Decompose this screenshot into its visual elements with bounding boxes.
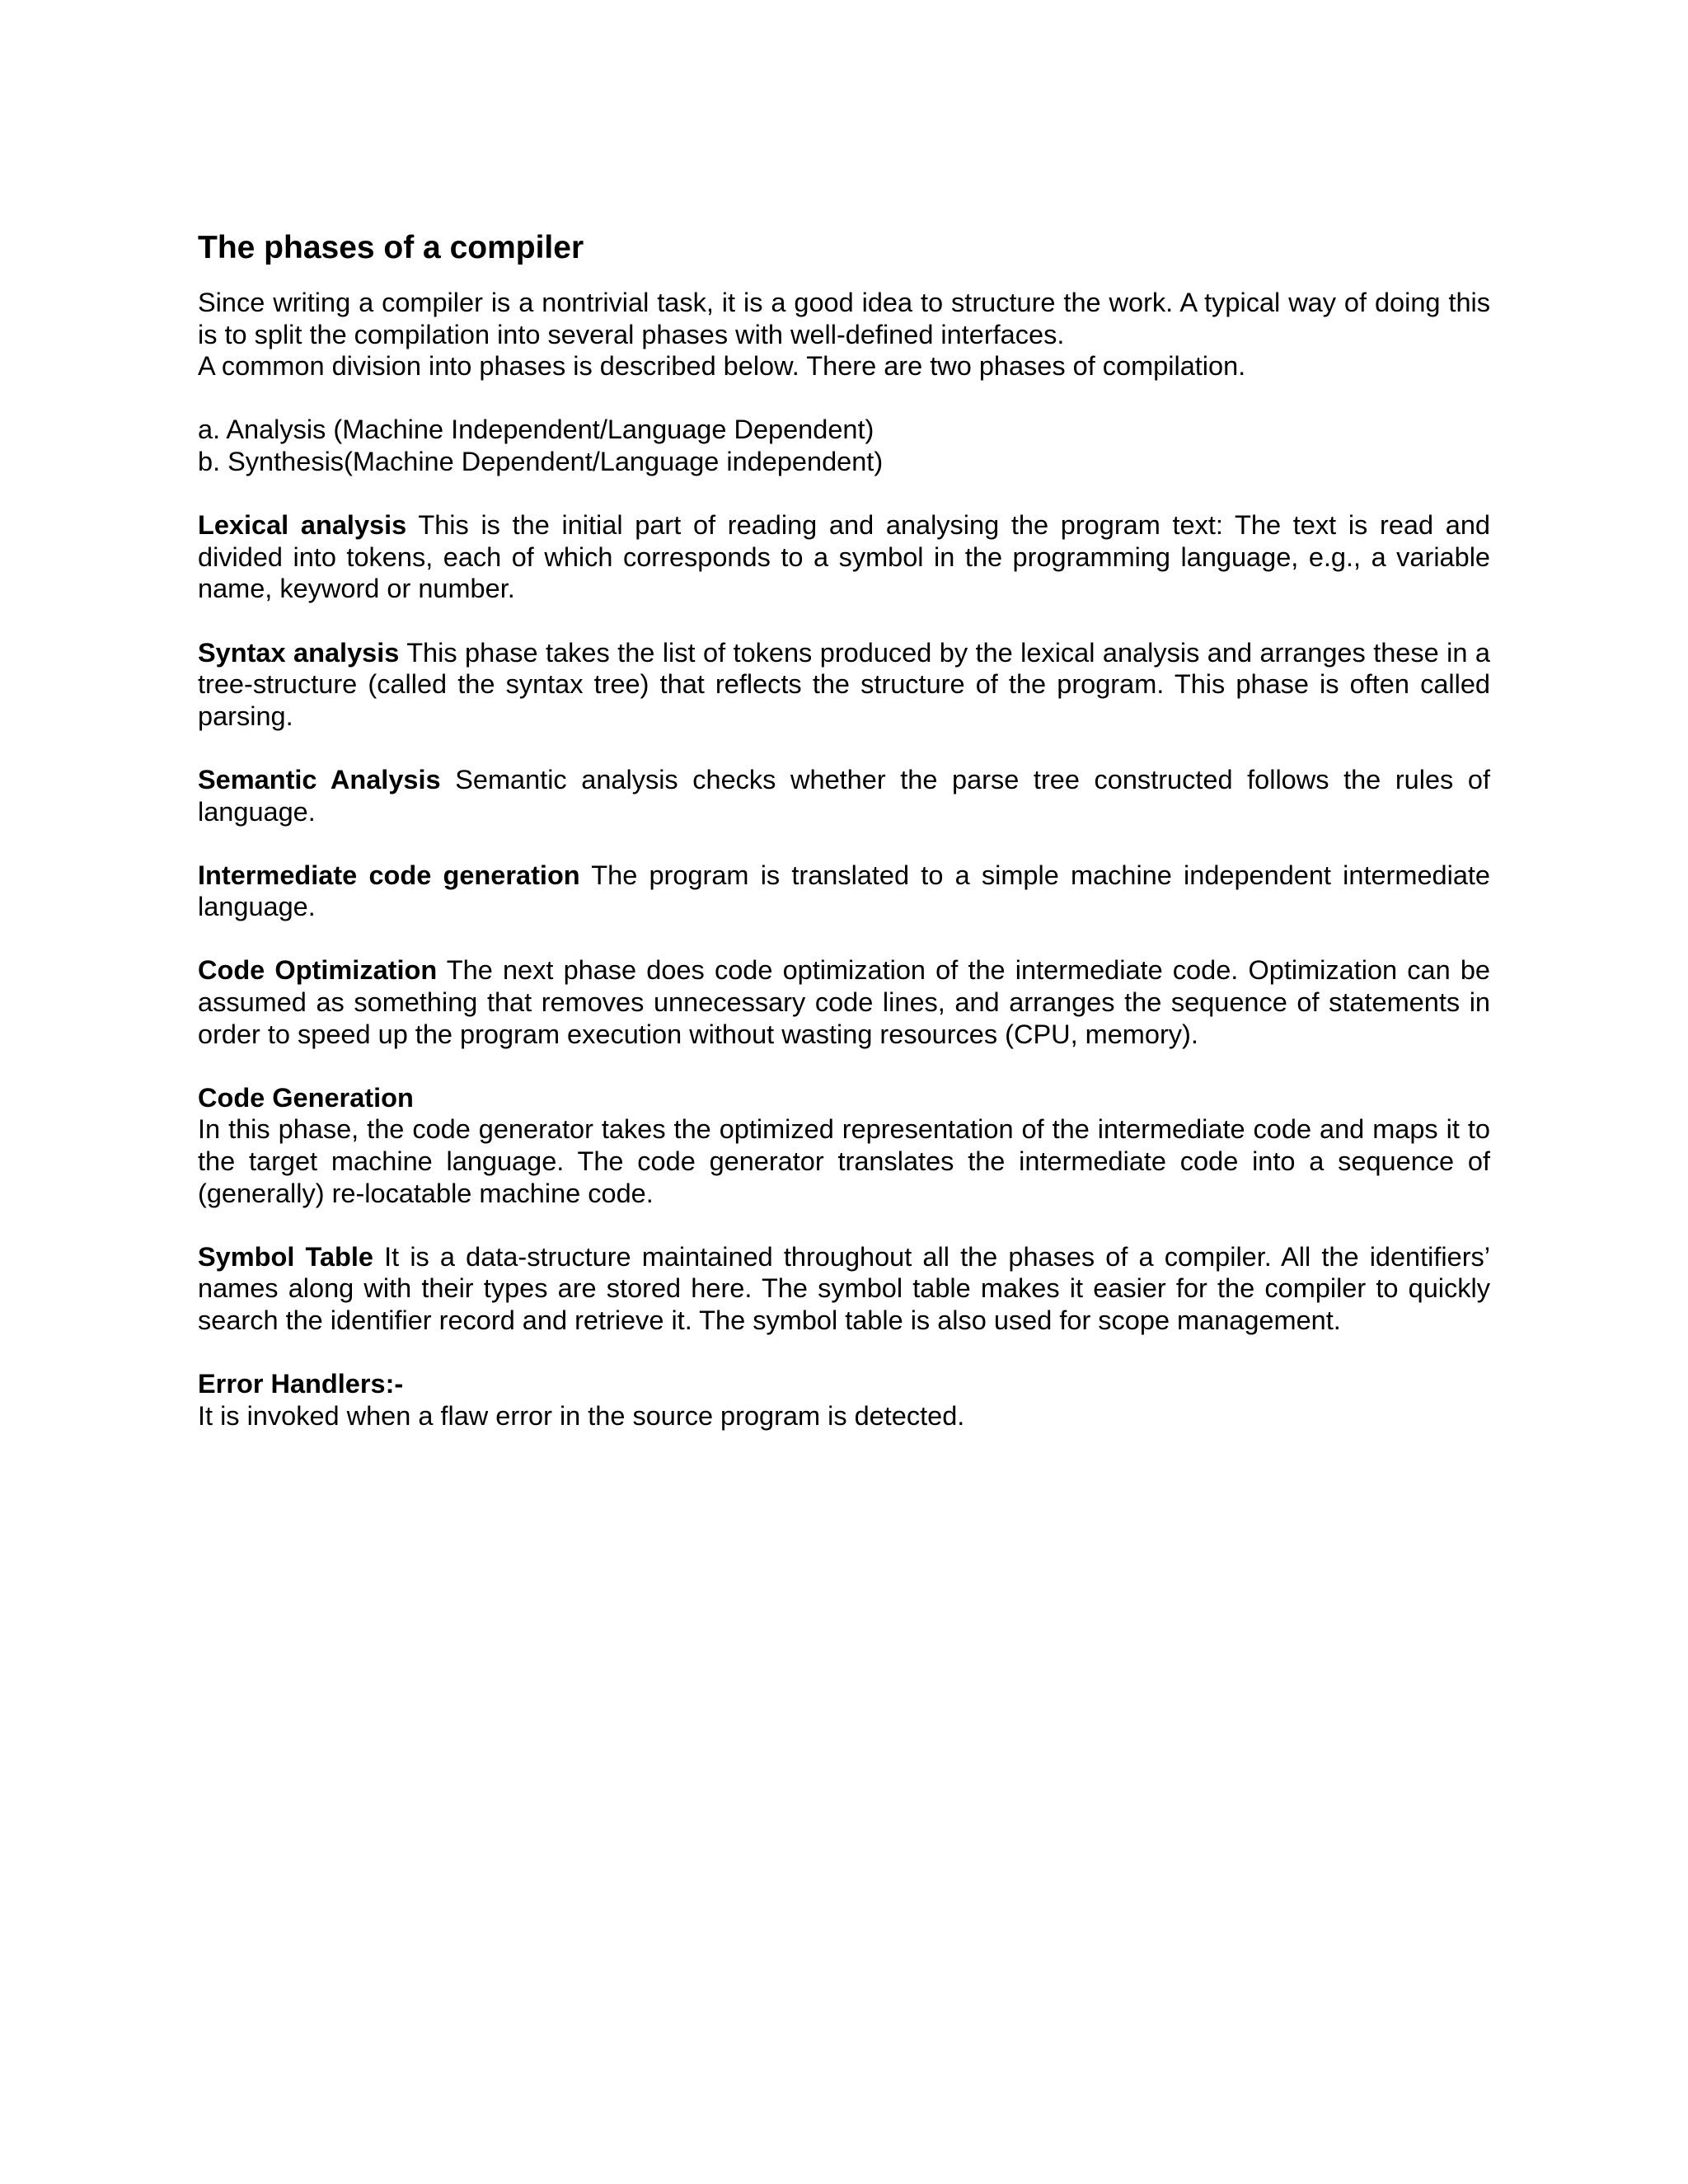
phase-symbol-table xyxy=(198,1241,1490,1337)
division-item-analysis: a. Analysis (Machine Independent/Language Dependent) xyxy=(198,415,874,445)
page-title: The phases of a compiler xyxy=(198,230,584,265)
phase-description: The next phase does code optimization of the intermediate code. Optimization can be assumed as something that removes unnecessary code lines, and arranges the sequence of statements in order to speed up the program execution without wasting resources (CPU, memory). xyxy=(198,955,1490,1049)
phase-term: Semantic Analysis xyxy=(198,764,441,794)
intro-text: A common division into phases is described below. There are two phases of compilation. xyxy=(198,351,1246,382)
phase-description: This phase takes the list of tokens produced by the lexical analysis and arranges these in a tree-structure (called the syntax tree) that reflects the structure of the program. This phase is often called parsing. xyxy=(198,637,1490,731)
phase-term: Syntax analysis xyxy=(198,637,400,668)
phase-code-optimization xyxy=(198,954,1490,1050)
phase-description: This is the initial part of reading and analysing the program text: The text is read and divided into tokens, each of which corresponds to a symbol in the programming language, e.g., a variable name, keyword or number. xyxy=(198,510,1491,604)
intro-text: Since writing a compiler is a nontrivial task, it is a good idea to structure the work. A typical way of doing this is to split the compilation into several phases with well-defined interfaces. xyxy=(198,288,1490,349)
phase-syntax-analysis xyxy=(198,637,1490,733)
intro-paragraph xyxy=(198,287,1490,382)
division-item-synthesis: b. Synthesis(Machine Dependent/Language independent) xyxy=(198,446,884,476)
phase-term: Intermediate code generation xyxy=(198,860,580,890)
phase-lexical-analysis xyxy=(198,509,1490,605)
phase-description: It is a data-structure maintained throughout all the phases of a compiler. All the identifiers’ names along with their types are stored here. The symbol table makes it easier for the compiler to quickly search the identifier record and retrieve it. The symbol table is also used for scope management. xyxy=(198,1241,1491,1335)
phase-term: Symbol Table xyxy=(198,1241,373,1272)
phase-description: In this phase, the code generator takes the optimized representation of the intermediate code and maps it to the target machine language. The code generator translates the intermediate code into a sequence of (generally) re-locatable machine code. xyxy=(198,1114,1490,1208)
phase-term: Lexical analysis xyxy=(198,510,407,541)
phase-intermediate-code-generation xyxy=(198,860,1490,923)
phase-term: Code Generation xyxy=(198,1082,414,1113)
phase-description: It is invoked when a flaw error in the source program is detected. xyxy=(198,1400,965,1431)
division-list xyxy=(198,414,1490,477)
phase-term: Error Handlers:- xyxy=(198,1369,404,1399)
phase-semantic-analysis xyxy=(198,764,1490,827)
phase-error-handlers xyxy=(198,1368,1490,1432)
phase-code-generation xyxy=(198,1082,1490,1209)
phase-description: The program is translated to a simple machine independent intermediate language. xyxy=(198,860,1490,922)
phase-term: Code Optimization xyxy=(198,955,438,986)
phase-description: Semantic analysis checks whether the parse tree constructed follows the rules of language. xyxy=(198,764,1491,827)
document-page xyxy=(198,227,1490,1432)
